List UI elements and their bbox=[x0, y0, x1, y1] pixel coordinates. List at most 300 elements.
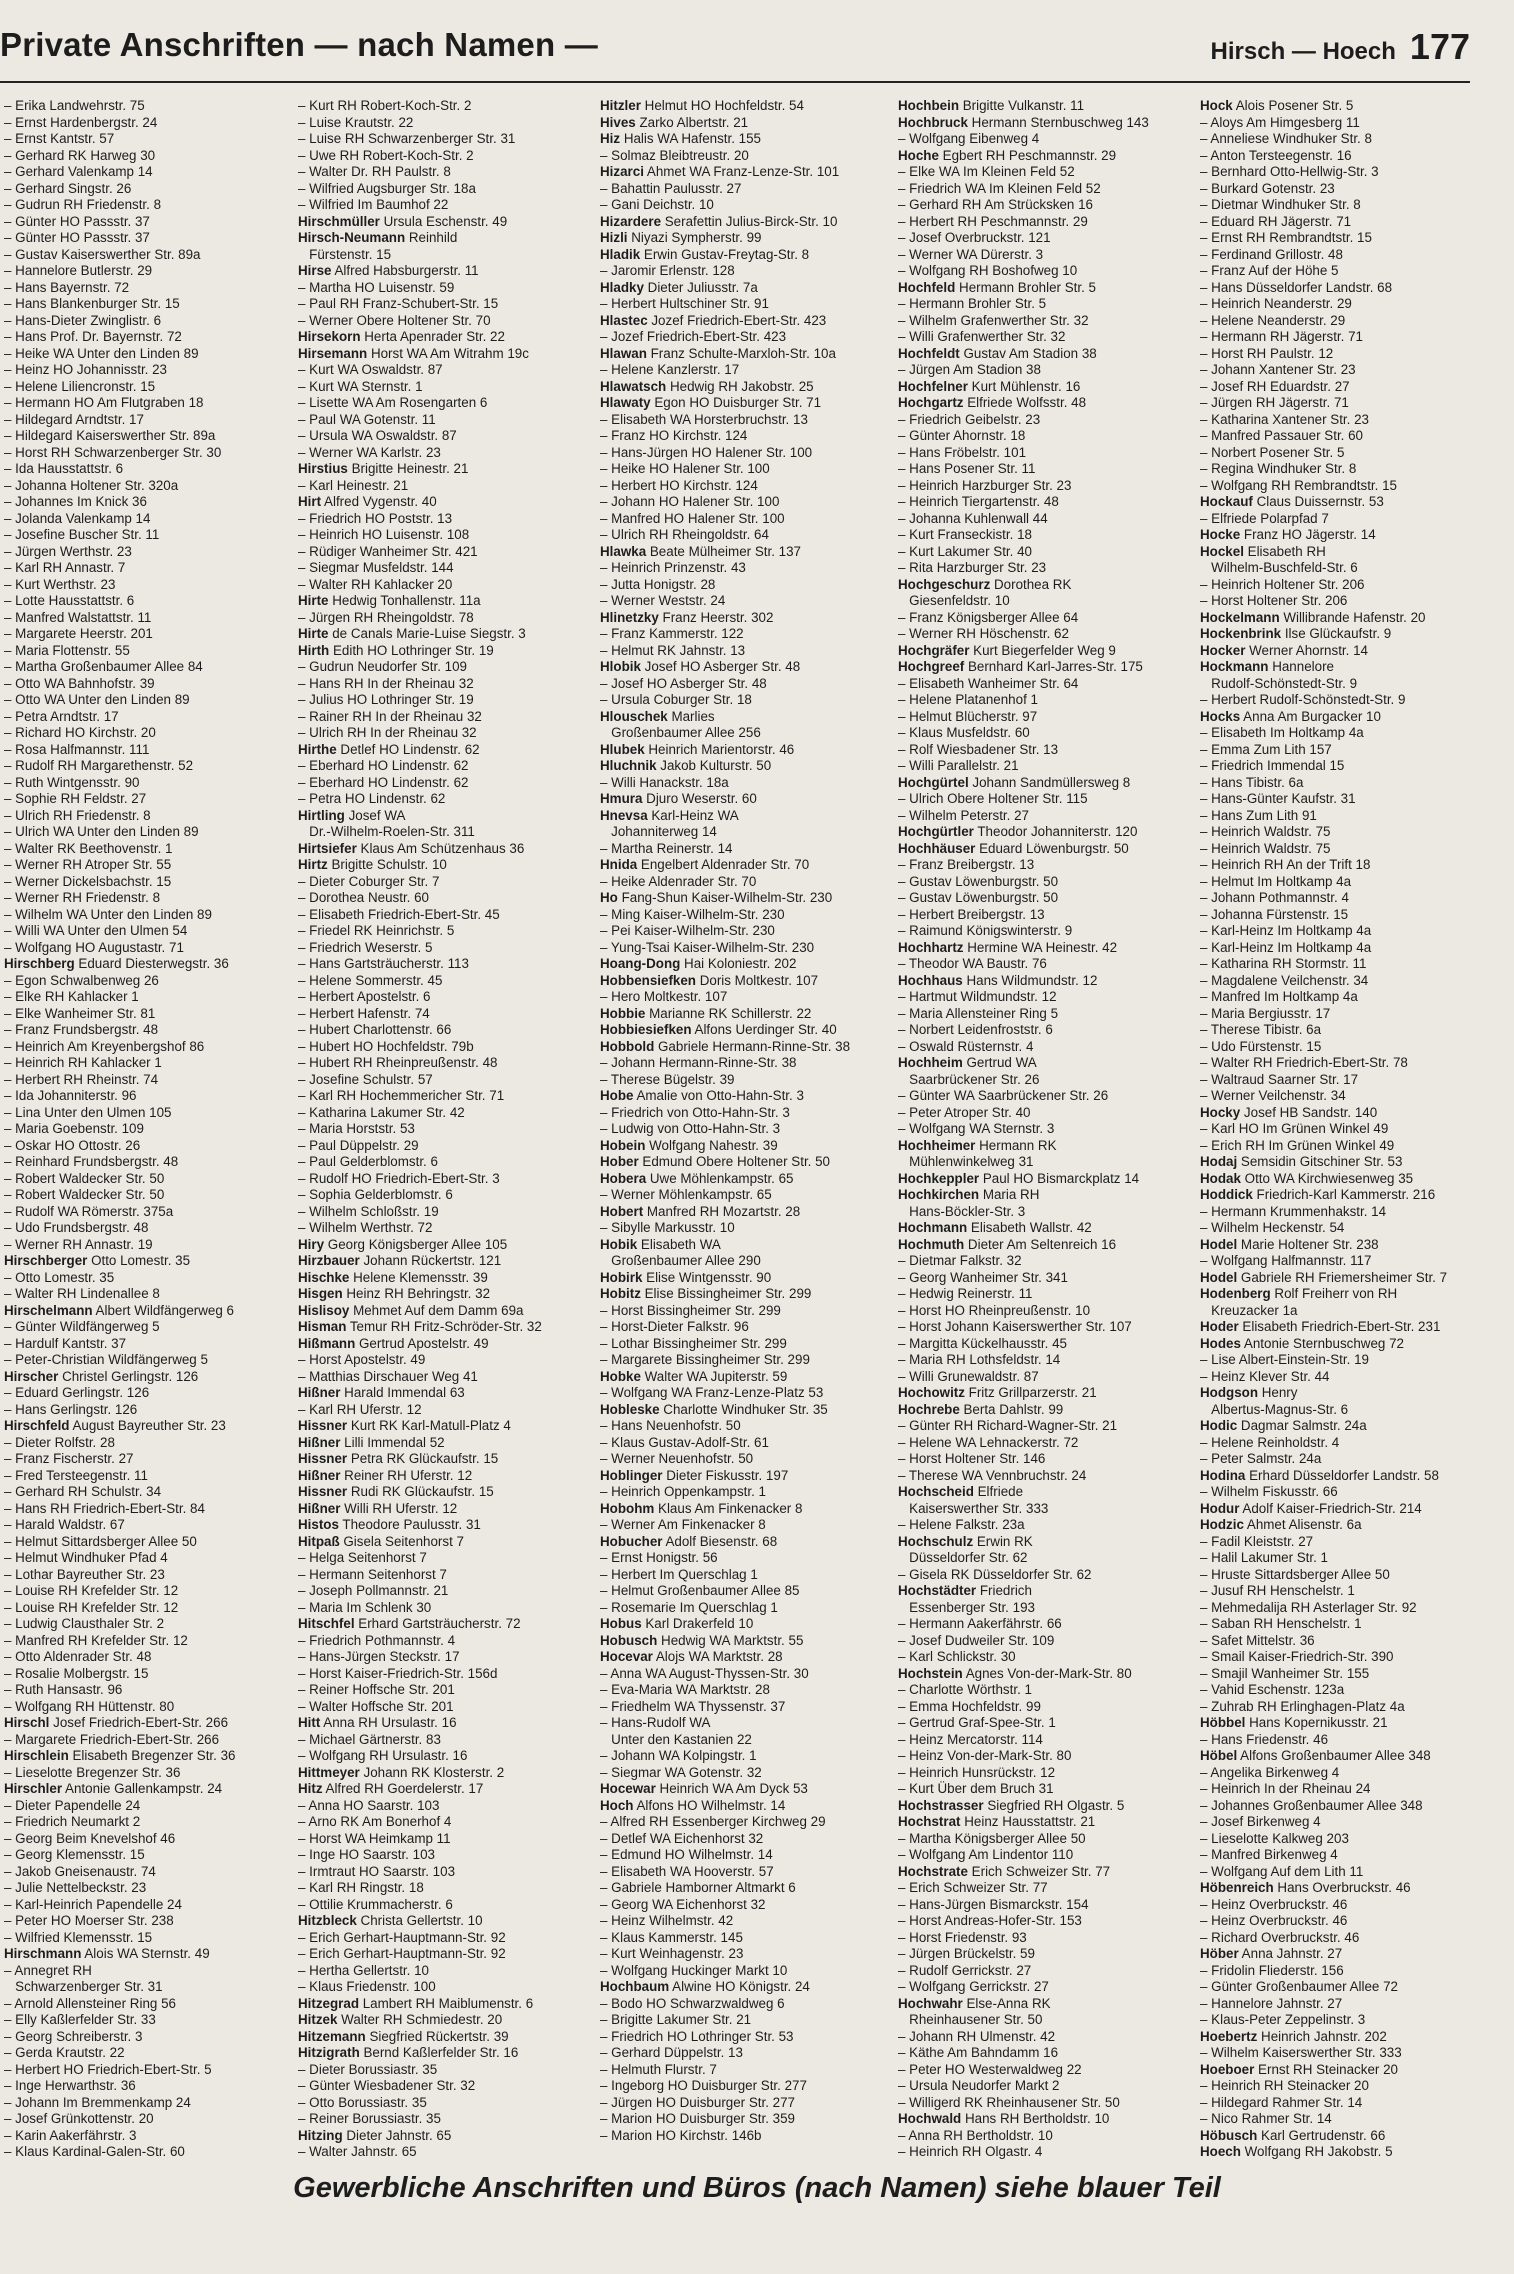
directory-entry: – Karl-Heinz Im Holtkamp 4a bbox=[1200, 923, 1372, 938]
directory-entry: – Theodor WA Baustr. 76 bbox=[898, 956, 1047, 971]
directory-entry: – Wolfgang RH Rembrandtstr. 15 bbox=[1200, 477, 1397, 493]
directory-entry: – Pei Kaiser-Wilhelm-Str. 230 bbox=[600, 923, 775, 938]
directory-entry: – Therese WA Vennbruchstr. 24 bbox=[898, 1467, 1087, 1483]
directory-entry: – Yung-Tsai Kaiser-Wilhelm-Str. 230 bbox=[600, 939, 815, 955]
directory-entry: – Franz Breibergstr. 13 bbox=[898, 857, 1035, 872]
directory-entry: Hocky Josef HB Sandstr. 140 bbox=[1200, 1104, 1378, 1120]
directory-entry: Hobitz Elise Bissingheimer Str. 299 bbox=[600, 1286, 812, 1301]
directory-entry: – Sibylle Markusstr. 10 bbox=[600, 1220, 735, 1235]
directory-entry: – Werner Möhlenkampstr. 65 bbox=[600, 1187, 772, 1202]
directory-entry: Hocks Anna Am Burgacker 10 bbox=[1200, 708, 1381, 724]
directory-entry: – Manfred Birkenweg 4 bbox=[1200, 1847, 1338, 1862]
directory-entry: – Robert Waldecker Str. 50 bbox=[4, 1187, 165, 1202]
directory-entry: – Willi WA Unter den Ulmen 54 bbox=[4, 923, 188, 938]
directory-entry: – Jusuf RH Henschelstr. 1 bbox=[1200, 1583, 1355, 1598]
directory-entry: – Norbert Posener Str. 5 bbox=[1200, 444, 1345, 460]
directory-entry: – Wilhelm Schloßstr. 19 bbox=[298, 1203, 439, 1219]
directory-entry: – Herbert Hafenstr. 74 bbox=[298, 1005, 430, 1021]
directory-entry: – Johann Hermann-Rinne-Str. 38 bbox=[600, 1055, 797, 1070]
directory-entry: – Horst Holtener Str. 206 bbox=[1200, 593, 1348, 608]
directory-entry: – Klaus Kardinal-Galen-Str. 60 bbox=[4, 2144, 185, 2159]
directory-entry: – Franz Frundsbergstr. 48 bbox=[4, 1022, 159, 1037]
directory-entry: – Gisela RK Düsseldorfer Str. 62 bbox=[898, 1566, 1092, 1582]
directory-entry: – Franz Königsberger Allee 64 bbox=[898, 609, 1079, 625]
directory-entry: Hodaj Semsidin Gitschiner Str. 53 bbox=[1200, 1154, 1403, 1169]
directory-entry: – Hertha Gellertstr. 10 bbox=[298, 1962, 429, 1978]
directory-entry: – Karl-Heinrich Papendelle 24 bbox=[4, 1896, 182, 1912]
directory-entry: Hirse Alfred Habsburgerstr. 11 bbox=[298, 263, 479, 278]
directory-entry: Hochowitz Fritz Grillparzerstr. 21 bbox=[898, 1385, 1097, 1400]
directory-entry: Hochmann Elisabeth Wallstr. 42 bbox=[898, 1220, 1092, 1235]
directory-entry: Hluchnik Jakob Kulturstr. 50 bbox=[600, 758, 772, 773]
directory-entry: – Petra Arndtstr. 17 bbox=[4, 708, 119, 724]
directory-entry: – Irmtraut HO Saarstr. 103 bbox=[298, 1863, 456, 1879]
directory-entry: – Helene Kanzlerstr. 17 bbox=[600, 362, 740, 377]
directory-entry: – Heinz Von-der-Mark-Str. 80 bbox=[898, 1748, 1072, 1763]
directory-entry: – Klaus Friedenstr. 100 bbox=[298, 1979, 436, 1994]
directory-entry: Hlobik Josef HO Asberger Str. 48 bbox=[600, 659, 801, 674]
directory-entry: Hitt Anna RH Ursulastr. 16 bbox=[298, 1715, 457, 1730]
directory-entry: – Gertrud Graf-Spee-Str. 1 bbox=[898, 1715, 1056, 1730]
directory-entry: Hlawaty Egon HO Duisburger Str. 71 bbox=[600, 395, 822, 410]
directory-entry: – Mehmedalija RH Asterlager Str. 92 bbox=[1200, 1599, 1417, 1615]
directory-entry: Ho Fang-Shun Kaiser-Wilhelm-Str. 230 bbox=[600, 890, 833, 905]
directory-entry: – Elisabeth Wanheimer Str. 64 bbox=[898, 675, 1079, 691]
directory-entry: Hitzbleck Christa Gellertstr. 10 bbox=[298, 1913, 483, 1928]
directory-entry: Hobbensiefken Doris Moltkestr. 107 bbox=[600, 972, 819, 988]
directory-entry: – Johann Im Bremmenkamp 24 bbox=[4, 2094, 191, 2110]
directory-entry: – Hannelore Butlerstr. 29 bbox=[4, 263, 153, 278]
directory-entry: – Martha Großenbaumer Allee 84 bbox=[4, 659, 203, 674]
directory-entry: Hans-Böckler-Str. 3 bbox=[898, 1203, 1026, 1219]
directory-entry: Hitzigrath Bernd Kaßlerfelder Str. 16 bbox=[298, 2045, 519, 2060]
directory-entry: – Reinhard Frundsbergstr. 48 bbox=[4, 1154, 179, 1169]
directory-entry: – Heinrich Waldstr. 75 bbox=[1200, 824, 1331, 839]
directory-entry: – Smail Kaiser-Friedrich-Str. 390 bbox=[1200, 1649, 1394, 1664]
directory-entry: – Margarete Friedrich-Ebert-Str. 266 bbox=[4, 1731, 220, 1747]
directory-entry: Hitzing Dieter Jahnstr. 65 bbox=[298, 2127, 452, 2143]
directory-entry: – Brigitte Lakumer Str. 21 bbox=[600, 2012, 752, 2027]
section-title: Private Anschriften — nach Namen — bbox=[0, 26, 598, 63]
directory-entry: Hirsch-Neumann Reinhild bbox=[298, 230, 458, 245]
directory-entry: – Friedhelm WA Thyssenstr. 37 bbox=[600, 1698, 786, 1714]
directory-entry: – Kurt RH Robert-Koch-Str. 2 bbox=[298, 98, 472, 113]
directory-entry: – Josef Overbruckstr. 121 bbox=[898, 230, 1051, 245]
directory-entry: – Werner Obere Holtener Str. 70 bbox=[298, 312, 491, 328]
directory-entry: – Fadil Kleiststr. 27 bbox=[1200, 1533, 1314, 1549]
directory-entry: – Gerhard Valenkamp 14 bbox=[4, 164, 153, 179]
directory-entry: Hodes Antonie Sternbuschweg 72 bbox=[1200, 1335, 1404, 1351]
name-range: Hirsch — Hoech bbox=[1210, 38, 1396, 65]
directory-entry: – Fridolin Fliederstr. 156 bbox=[1200, 1962, 1344, 1978]
directory-entry: Mühlenwinkelweg 31 bbox=[898, 1154, 1034, 1169]
directory-entry: – Paul RH Franz-Schubert-Str. 15 bbox=[298, 296, 499, 311]
directory-entry: – Heinz Mercatorstr. 114 bbox=[898, 1731, 1043, 1747]
directory-entry: – Wolfgang HO Augustastr. 71 bbox=[4, 939, 184, 955]
directory-entry: Hobbold Gabriele Hermann-Rinne-Str. 38 bbox=[600, 1038, 851, 1054]
directory-entry: – Wilhelm Heckenstr. 54 bbox=[1200, 1220, 1345, 1235]
directory-entry: Hirstius Brigitte Heinestr. 21 bbox=[298, 461, 469, 476]
directory-entry: – Hermann HO Am Flutgraben 18 bbox=[4, 395, 204, 410]
directory-entry: – Rita Harzburger Str. 23 bbox=[898, 560, 1047, 575]
directory-entry: – Hermann RH Jägerstr. 71 bbox=[1200, 329, 1363, 344]
directory-entry: – Jozef Friedrich-Ebert-Str. 423 bbox=[600, 329, 787, 344]
directory-entry: – Horst Apostelstr. 49 bbox=[298, 1352, 426, 1367]
directory-entry: – Josef RH Eduardstr. 27 bbox=[1200, 378, 1350, 394]
directory-entry: – Josefine Buscher Str. 11 bbox=[4, 527, 160, 542]
directory-entry: Hirscher Christel Gerlingstr. 126 bbox=[4, 1368, 199, 1384]
directory-entry: – Martha Reinerstr. 14 bbox=[600, 840, 733, 856]
directory-entry: – Werner WA Dürerstr. 3 bbox=[898, 246, 1044, 262]
directory-entry: – Hans Neuenhofstr. 50 bbox=[600, 1418, 741, 1433]
directory-entry: Hirtling Josef WA bbox=[298, 807, 406, 823]
directory-entry: Hobusch Hedwig WA Marktstr. 55 bbox=[600, 1632, 804, 1648]
directory-entry: – Lisette WA Am Rosengarten 6 bbox=[298, 395, 488, 410]
directory-entry: Hoeboer Ernst RH Steinacker 20 bbox=[1200, 2061, 1398, 2077]
directory-entry: – Helene Neanderstr. 29 bbox=[1200, 312, 1346, 328]
directory-entry: – Kurt Franseckistr. 18 bbox=[898, 527, 1032, 542]
directory-entry: Hober Edmund Obere Holtener Str. 50 bbox=[600, 1154, 830, 1169]
directory-entry: Hochscheid Elfriede bbox=[898, 1484, 1024, 1499]
directory-entry: – Helmut RK Jahnstr. 13 bbox=[600, 642, 746, 658]
directory-entry: – Werner Veilchenstr. 34 bbox=[1200, 1088, 1346, 1103]
directory-entry: – Maria Im Schlenk 30 bbox=[298, 1599, 432, 1615]
directory-entry: – Reiner Hoffsche Str. 201 bbox=[298, 1682, 455, 1697]
directory-entry: Hischke Helene Klemensstr. 39 bbox=[298, 1269, 488, 1285]
directory-entry: Höbbel Hans Kopernikusstr. 21 bbox=[1200, 1715, 1388, 1730]
directory-entry: – Otto Lomestr. 35 bbox=[4, 1269, 115, 1285]
directory-entry: Hobbie Marianne RK Schillerstr. 22 bbox=[600, 1005, 812, 1021]
directory-entry: – Dieter Coburger Str. 7 bbox=[298, 873, 440, 889]
directory-entry: Hnevsa Karl-Heinz WA bbox=[600, 807, 739, 823]
directory-entry: – Siegmar WA Gotenstr. 32 bbox=[600, 1764, 762, 1780]
directory-entry: Hisgen Heinz RH Behringstr. 32 bbox=[298, 1286, 491, 1301]
directory-entry: – Helmut Im Holtkamp 4a bbox=[1200, 873, 1352, 889]
page-number: 177 bbox=[1409, 26, 1470, 67]
directory-entry: Essenberger Str. 193 bbox=[898, 1599, 1035, 1615]
directory-entry: – Heinz HO Johannisstr. 23 bbox=[4, 362, 168, 377]
directory-entry: – Franz Kammerstr. 122 bbox=[600, 626, 744, 641]
directory-entry: – Ingeborg HO Duisburger Str. 277 bbox=[600, 2078, 807, 2093]
directory-entry: – Ernst Honigstr. 56 bbox=[600, 1550, 718, 1565]
directory-entry: – Gudrun RH Friedenstr. 8 bbox=[4, 197, 162, 212]
directory-entry: – Heinrich RH Kahlacker 1 bbox=[4, 1055, 162, 1070]
directory-entry: – Joseph Pollmannstr. 21 bbox=[298, 1583, 449, 1598]
directory-entry: Hochrebe Berta Dahlstr. 99 bbox=[898, 1401, 1064, 1417]
directory-entry: – Günter Ahornstr. 18 bbox=[898, 428, 1026, 443]
directory-entry: – Willi Grunewaldstr. 87 bbox=[898, 1368, 1039, 1384]
directory-entry: – Udo Fürstenstr. 15 bbox=[1200, 1038, 1322, 1054]
directory-entry: – Helmuth Flurstr. 7 bbox=[600, 2061, 717, 2077]
directory-entry: – Erich RH Im Grünen Winkel 49 bbox=[1200, 1137, 1395, 1153]
directory-entry: Hodgson Henry bbox=[1200, 1385, 1298, 1400]
directory-entry: – Harald Waldstr. 67 bbox=[4, 1517, 125, 1532]
directory-entry: – Erich Schweizer Str. 77 bbox=[898, 1880, 1048, 1895]
directory-entry: – Hans RH Friedrich-Ebert-Str. 84 bbox=[4, 1500, 205, 1516]
directory-entry: Hodak Otto WA Kirchwiesenweg 35 bbox=[1200, 1170, 1414, 1186]
directory-entry: – Hans Zum Lith 91 bbox=[1200, 807, 1317, 823]
directory-entry: – Rudolf WA Römerstr. 375a bbox=[4, 1203, 174, 1219]
directory-entry: – Kurt Werthstr. 23 bbox=[4, 576, 116, 592]
directory-entry: – Sophie RH Feldstr. 27 bbox=[4, 791, 147, 806]
directory-entry: Hißmann Gertrud Apostelstr. 49 bbox=[298, 1335, 489, 1351]
directory-entry: – Franz Auf der Höhe 5 bbox=[1200, 263, 1339, 278]
directory-entry: Höbel Alfons Großenbaumer Allee 348 bbox=[1200, 1748, 1431, 1763]
directory-entry: – Walter RH Lindenallee 8 bbox=[4, 1286, 160, 1301]
directory-entry: – Jaromir Erlenstr. 128 bbox=[600, 263, 735, 278]
directory-entry: Hnida Engelbert Aldenrader Str. 70 bbox=[600, 857, 810, 872]
directory-entry: – Eduard Gerlingstr. 126 bbox=[4, 1385, 150, 1400]
directory-entry: Hoang-Dong Hai Koloniestr. 202 bbox=[600, 956, 797, 971]
directory-entry: – Wilfried Augsburger Str. 18a bbox=[298, 180, 476, 196]
directory-entry: Hochheim Gertrud WA bbox=[898, 1055, 1037, 1070]
directory-entry: – Hans RH In der Rheinau 32 bbox=[298, 675, 474, 691]
directory-entry: – Bernhard Otto-Hellwig-Str. 3 bbox=[1200, 164, 1379, 179]
directory-entry: – Julius HO Lothringer Str. 19 bbox=[298, 692, 474, 707]
directory-entry: – Jürgen HO Duisburger Str. 277 bbox=[600, 2094, 796, 2110]
directory-entry: – Hannelore Jahnstr. 27 bbox=[1200, 1995, 1343, 2011]
directory-entry: Hochfeld Hermann Brohler Str. 5 bbox=[898, 279, 1096, 295]
directory-entry: Hocke Franz HO Jägerstr. 14 bbox=[1200, 527, 1376, 542]
directory-entry: Hirte de Canals Marie-Luise Siegstr. 3 bbox=[298, 626, 526, 641]
directory-entry: – Willi Parallelstr. 21 bbox=[898, 758, 1019, 773]
directory-entry: – Inge HO Saarstr. 103 bbox=[298, 1847, 435, 1862]
directory-entry: – Heinrich Oppenkampstr. 1 bbox=[600, 1484, 766, 1499]
directory-entry: – Heinrich RH Olgastr. 4 bbox=[898, 2144, 1043, 2159]
directory-entry: – Annegret RH bbox=[4, 1962, 92, 1978]
directory-entry: – Horst Holtener Str. 146 bbox=[898, 1451, 1046, 1466]
directory-entry: – Anton Tersteegenstr. 16 bbox=[1200, 147, 1352, 163]
directory-entry: – Ulrich Obere Holtener Str. 115 bbox=[898, 791, 1088, 806]
directory-entry: – Karl HO Im Grünen Winkel 49 bbox=[1200, 1121, 1389, 1136]
directory-entry: – Peter Salmstr. 24a bbox=[1200, 1451, 1322, 1466]
directory-entry: – Wilhelm WA Unter den Linden 89 bbox=[4, 906, 212, 922]
directory-entry: – Katharina RH Stormstr. 11 bbox=[1200, 956, 1367, 971]
directory-entry: – Gerhard Düppelstr. 13 bbox=[600, 2045, 743, 2060]
directory-entry: – Karl RH Hochemmericher Str. 71 bbox=[298, 1088, 505, 1103]
directory-entry: Hochstrat Heinz Hausstattstr. 21 bbox=[898, 1814, 1096, 1829]
directory-entry: – Hildegard Kaiserswerther Str. 89a bbox=[4, 428, 216, 443]
directory-column-4 bbox=[898, 98, 1198, 2161]
directory-entry: – Maria Goebenstr. 109 bbox=[4, 1121, 144, 1136]
directory-entry: – Maria Horststr. 53 bbox=[298, 1121, 415, 1136]
directory-entry: Hochgürtler Theodor Johanniterstr. 120 bbox=[898, 824, 1138, 839]
directory-entry: – Alfred RH Essenberger Kirchweg 29 bbox=[600, 1814, 826, 1829]
directory-entry: – Klaus Gustav-Adolf-Str. 61 bbox=[600, 1434, 769, 1450]
directory-entry: Fürstenstr. 15 bbox=[298, 246, 392, 262]
directory-entry: – Georg Beim Knevelshof 46 bbox=[4, 1830, 176, 1846]
directory-entry: Hochgräfer Kurt Biegerfelder Weg 9 bbox=[898, 642, 1116, 658]
directory-entry: – Hildegard Rahmer Str. 14 bbox=[1200, 2094, 1363, 2110]
directory-entry: – Werner RH Höschenstr. 62 bbox=[898, 626, 1069, 641]
directory-entry: – Hans-Jürgen Bismarckstr. 154 bbox=[898, 1896, 1089, 1912]
directory-entry: – Charlotte Wörthstr. 1 bbox=[898, 1682, 1032, 1697]
directory-entry: – Ursula Neudorfer Markt 2 bbox=[898, 2078, 1060, 2093]
directory-entry: Hitzemann Siegfried Rückertstr. 39 bbox=[298, 2028, 509, 2044]
directory-entry: – Georg Schreiberstr. 3 bbox=[4, 2028, 143, 2044]
directory-entry: – Heinrich RH Steinacker 20 bbox=[1200, 2078, 1369, 2093]
directory-entry: – Ida Johanniterstr. 96 bbox=[4, 1088, 137, 1103]
directory-entry: – Friedrich Pothmannstr. 4 bbox=[298, 1632, 456, 1648]
directory-entry: – Regina Windhuker Str. 8 bbox=[1200, 461, 1357, 476]
directory-entry: – Anneliese Windhuker Str. 8 bbox=[1200, 131, 1372, 146]
directory-entry: Hodzic Ahmet Alisenstr. 6a bbox=[1200, 1517, 1362, 1532]
directory-entry: – Heike WA Unter den Linden 89 bbox=[4, 345, 199, 361]
directory-entry: – Bodo HO Schwarzwaldweg 6 bbox=[600, 1995, 785, 2011]
directory-entry: – Manfred RH Krefelder Str. 12 bbox=[4, 1632, 188, 1648]
directory-entry: – Hartmut Wildmundstr. 12 bbox=[898, 989, 1057, 1004]
directory-entry: – Wolfgang Huckinger Markt 10 bbox=[600, 1962, 788, 1978]
directory-entry: – Hans Gerlingstr. 126 bbox=[4, 1401, 138, 1417]
directory-entry: – Helmut Großenbaumer Allee 85 bbox=[600, 1583, 800, 1598]
directory-entry: – Solmaz Bleibtreustr. 20 bbox=[600, 147, 749, 163]
directory-entry: Dr.-Wilhelm-Roelen-Str. 311 bbox=[298, 824, 475, 839]
directory-entry: Hochstädter Friedrich bbox=[898, 1583, 1032, 1598]
directory-entry: – Helene Falkstr. 23a bbox=[898, 1517, 1025, 1532]
directory-entry: – Paul Gelderblomstr. 6 bbox=[298, 1154, 438, 1169]
directory-entry: – Maria RH Lothsfeldstr. 14 bbox=[898, 1352, 1061, 1367]
directory-entry: – Friedrich HO Lothringer Str. 53 bbox=[600, 2028, 794, 2044]
directory-entry: Unter den Kastanien 22 bbox=[600, 1731, 752, 1747]
directory-entry: Hißner Reiner RH Uferstr. 12 bbox=[298, 1467, 473, 1483]
directory-entry: – Josef Grünkottenstr. 20 bbox=[4, 2111, 154, 2126]
directory-entry: Hirtz Brigitte Schulstr. 10 bbox=[298, 857, 447, 872]
directory-entry: – Hans-Jürgen Steckstr. 17 bbox=[298, 1649, 460, 1664]
directory-entry: – Käthe Am Bahndamm 16 bbox=[898, 2045, 1059, 2060]
directory-entry: Hirschler Antonie Gallenkampstr. 24 bbox=[4, 1781, 223, 1796]
directory-entry: Hisman Temur RH Fritz-Schröder-Str. 32 bbox=[298, 1319, 542, 1334]
directory-entry: – Rudolf RH Margarethenstr. 52 bbox=[4, 758, 194, 773]
directory-entry: – Heinrich Tiergartenstr. 48 bbox=[898, 494, 1059, 509]
directory-entry: Rudolf-Schönstedt-Str. 9 bbox=[1200, 675, 1358, 691]
directory-entry: Hochgartz Elfriede Wolfsstr. 48 bbox=[898, 395, 1087, 410]
directory-entry: – Josef Dudweiler Str. 109 bbox=[898, 1632, 1055, 1648]
directory-entry: Hirsekorn Herta Apenrader Str. 22 bbox=[298, 329, 505, 344]
directory-entry: – Friedrich Immendal 15 bbox=[1200, 758, 1345, 773]
directory-entry: Hitzegrad Lambert RH Maiblumenstr. 6 bbox=[298, 1995, 534, 2011]
directory-entry: Hochgürtel Johann Sandmüllersweg 8 bbox=[898, 774, 1131, 790]
directory-entry: – Franz Fischerstr. 27 bbox=[4, 1451, 134, 1466]
directory-entry: – Josefine Schulstr. 57 bbox=[298, 1071, 433, 1087]
directory-entry: Rheinhausener Str. 50 bbox=[898, 2012, 1043, 2027]
directory-entry: – Hans Prof. Dr. Bayernstr. 72 bbox=[4, 329, 182, 344]
directory-entry: Hobbiesiefken Alfons Uerdinger Str. 40 bbox=[600, 1022, 837, 1037]
directory-entry: Hirschfeld August Bayreuther Str. 23 bbox=[4, 1418, 226, 1433]
directory-entry: – Johannes Im Knick 36 bbox=[4, 494, 147, 509]
directory-entry: – Rolf Wiesbadener Str. 13 bbox=[898, 741, 1059, 757]
directory-entry: – Johanna Kuhlenwall 44 bbox=[898, 510, 1048, 526]
directory-entry: – Friedrich Neumarkt 2 bbox=[4, 1814, 141, 1829]
directory-entry: – Hruste Sittardsberger Allee 50 bbox=[1200, 1566, 1390, 1582]
directory-entry: – Wolfgang Gerrickstr. 27 bbox=[898, 1979, 1049, 1994]
directory-entry: – Dieter Rolfstr. 28 bbox=[4, 1434, 115, 1450]
directory-entry: – Manfred Im Holtkamp 4a bbox=[1200, 989, 1358, 1004]
directory-entry: Hochbaum Alwine HO Königstr. 24 bbox=[600, 1979, 810, 1994]
directory-entry: – Heinrich Harzburger Str. 23 bbox=[898, 477, 1072, 493]
directory-entry: – Ulrich WA Unter den Linden 89 bbox=[4, 824, 199, 839]
directory-entry: – Peter HO Westerwaldweg 22 bbox=[898, 2061, 1082, 2077]
directory-entry: Hochstrate Erich Schweizer Str. 77 bbox=[898, 1863, 1111, 1879]
directory-entry: – Emma Hochfeldstr. 99 bbox=[898, 1698, 1041, 1714]
directory-entry: – Heinrich Am Kreyenbergshof 86 bbox=[4, 1038, 205, 1054]
directory-entry: – Herbert HO Kirchstr. 124 bbox=[600, 477, 758, 493]
directory-entry: – Hardulf Kantstr. 37 bbox=[4, 1335, 127, 1351]
directory-entry: – Richard Overbruckstr. 46 bbox=[1200, 1929, 1360, 1945]
directory-entry: – Maria Bergiusstr. 17 bbox=[1200, 1005, 1331, 1021]
directory-entry: – Karin Aakerfährstr. 3 bbox=[4, 2127, 137, 2143]
directory-entry: Hiry Georg Königsberger Allee 105 bbox=[298, 1236, 508, 1252]
directory-entry: Hirzbauer Johann Rückertstr. 121 bbox=[298, 1253, 502, 1268]
directory-entry: Hockmann Hannelore bbox=[1200, 659, 1334, 674]
directory-entry: – Herbert Im Querschlag 1 bbox=[600, 1566, 758, 1582]
directory-entry: Hirt Alfred Vygenstr. 40 bbox=[298, 494, 437, 509]
directory-entry: – Ulrich RH Rheingoldstr. 64 bbox=[600, 527, 769, 542]
directory-column-5 bbox=[1200, 98, 1500, 2161]
directory-entry: – Jürgen Werthstr. 23 bbox=[4, 543, 132, 559]
directory-entry: – Otto Aldenrader Str. 48 bbox=[4, 1649, 152, 1664]
directory-entry: – Hubert HO Hochfeldstr. 79b bbox=[298, 1038, 474, 1054]
directory-entry: – Magdalene Veilchenstr. 34 bbox=[1200, 972, 1369, 988]
directory-entry: – Ming Kaiser-Wilhelm-Str. 230 bbox=[600, 906, 785, 922]
directory-entry: – Inge Herwarthstr. 36 bbox=[4, 2078, 136, 2093]
directory-entry: Höber Anna Jahnstr. 27 bbox=[1200, 1946, 1343, 1961]
directory-entry: – Rudolf Gerrickstr. 27 bbox=[898, 1962, 1032, 1978]
directory-entry: Hochschulz Erwin RK bbox=[898, 1533, 1033, 1549]
directory-entry: – Elke RH Kahlacker 1 bbox=[4, 989, 139, 1004]
directory-entry: – Erich Gerhart-Hauptmann-Str. 92 bbox=[298, 1946, 506, 1961]
directory-entry: – Helene Platanenhof 1 bbox=[898, 692, 1038, 707]
directory-entry: Hissner Rudi RK Glückaufstr. 15 bbox=[298, 1484, 494, 1499]
directory-entry: – Werner Dickelsbachstr. 15 bbox=[4, 873, 172, 889]
directory-entry: – Hermann Aakerfährstr. 66 bbox=[898, 1616, 1062, 1631]
directory-entry: – Horst HO Rheinpreußenstr. 10 bbox=[898, 1302, 1091, 1318]
directory-entry: – Ernst Kantstr. 57 bbox=[4, 131, 115, 146]
directory-entry: – Dietmar Windhuker Str. 8 bbox=[1200, 197, 1361, 212]
directory-entry: – Johann RH Ulmenstr. 42 bbox=[898, 2028, 1056, 2044]
directory-entry: Hmura Djuro Weserstr. 60 bbox=[600, 791, 757, 806]
directory-entry: – Norbert Leidenfroststr. 6 bbox=[898, 1022, 1053, 1037]
directory-entry: – Walter Jahnstr. 65 bbox=[298, 2144, 417, 2159]
directory-entry: – Georg Wanheimer Str. 341 bbox=[898, 1269, 1068, 1285]
directory-entry: – Wolfgang WA Franz-Lenze-Platz 53 bbox=[600, 1385, 824, 1400]
directory-entry: Hobke Walter WA Jupiterstr. 59 bbox=[600, 1368, 788, 1384]
directory-entry: Hirschelmann Albert Wildfängerweg 6 bbox=[4, 1302, 234, 1318]
directory-entry: – Katharina Xantener Str. 23 bbox=[1200, 411, 1369, 427]
directory-entry: Hizli Niyazi Sympherstr. 99 bbox=[600, 230, 762, 245]
directory-entry: – Heinz Overbruckstr. 46 bbox=[1200, 1913, 1348, 1928]
directory-entry: Hochhartz Hermine WA Heinestr. 42 bbox=[898, 939, 1118, 955]
directory-entry: Hodenberg Rolf Freiherr von RH bbox=[1200, 1286, 1398, 1301]
directory-entry: – Günter WA Saarbrückener Str. 26 bbox=[898, 1088, 1109, 1103]
directory-entry: Giesenfeldstr. 10 bbox=[898, 593, 1010, 608]
directory-entry: – Wilhelm Peterstr. 27 bbox=[898, 807, 1029, 823]
directory-entry: Großenbaumer Allee 256 bbox=[600, 725, 761, 740]
directory-entry: – Gerhard RH Am Strücksken 16 bbox=[898, 197, 1093, 212]
directory-entry: – Hero Moltkestr. 107 bbox=[600, 989, 728, 1004]
directory-entry: – Detlef WA Eichenhorst 32 bbox=[600, 1830, 764, 1846]
directory-entry: Hizarci Ahmet WA Franz-Lenze-Str. 101 bbox=[600, 164, 840, 179]
directory-entry: Hochstein Agnes Von-der-Mark-Str. 80 bbox=[898, 1665, 1132, 1681]
directory-entry: Hochwahr Else-Anna RK bbox=[898, 1995, 1051, 2011]
directory-entry: – Siegmar Musfeldstr. 144 bbox=[298, 560, 454, 575]
directory-entry: Hochstrasser Siegfried RH Olgastr. 5 bbox=[898, 1797, 1125, 1813]
directory-entry: Hockel Elisabeth RH bbox=[1200, 543, 1326, 559]
directory-entry: – Hans Gartsträucherstr. 113 bbox=[298, 956, 469, 971]
directory-entry: – Werner WA Karlstr. 23 bbox=[298, 444, 441, 460]
directory-entry: – Karl Schlickstr. 30 bbox=[898, 1649, 1016, 1664]
directory-entry: – Helmut Sittardsberger Allee 50 bbox=[4, 1533, 197, 1549]
directory-entry: – Elke WA Im Kleinen Feld 52 bbox=[898, 164, 1075, 179]
